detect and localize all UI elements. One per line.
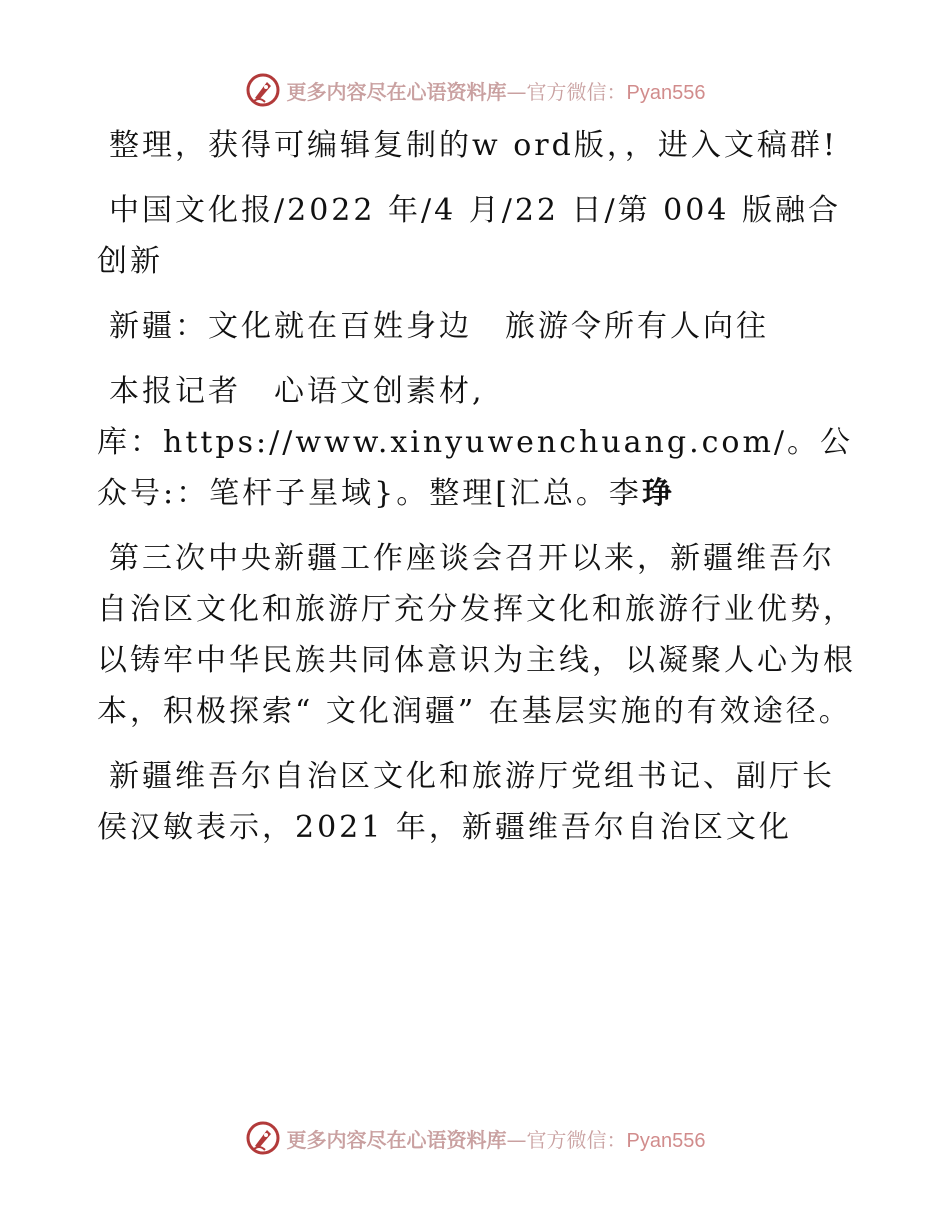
watermark-brand: 更多内容尽在心语资料库 [286,79,507,104]
library-text-end: 琤 [641,476,675,511]
article-title: 新疆：文化就在百姓身边 旅游令所有人向往 [109,309,769,344]
watermark-text [287,76,706,105]
watermark-wechat-id: Pyan556 [626,1129,706,1152]
watermark-wechat-id: Pyan556 [626,81,706,104]
intro-paragraph: 整理，获得可编辑复制的w ord版，，进入文稿群! [109,128,838,163]
watermark-wechat-label: 官方微信： [526,1127,627,1152]
watermark-dash: — [506,79,527,104]
pen-nib-logo-icon [245,1120,281,1156]
watermark-dash: — [506,1127,527,1152]
header-watermark [0,70,950,110]
document-body [97,120,857,867]
body-paragraph-1: 第三次中央新疆工作座谈会召开以来，新疆维吾尔自治区文化和旅游厅充分发挥文化和旅游行业优势，以铸牢中华民族共同体意识为主线，以凝聚人心为根本，积极探索“ 文化润疆” 在基层实施的有效途径。 [97,541,856,729]
watermark-wechat-label: 官方微信： [526,79,627,104]
body-paragraph-2: 新疆维吾尔自治区文化和旅游厅党组书记、副厅长侯汉敏表示，2021 年，新疆维吾尔自治区文化 [97,759,835,845]
source-line: 中国文化报/2022 年/4 月/22 日/第 004 版融合创新 [97,193,841,279]
footer-watermark [0,1118,950,1158]
reporter-line: 本报记者 心语文创素材, [109,374,485,409]
watermark-brand: 更多内容尽在心语资料库 [286,1127,507,1152]
library-text: 库：https://www.xinyuwenchuang.com/。公众号:：笔杆子星域}。整理[汇总。李 [97,425,854,511]
watermark-text [287,1124,706,1153]
pen-nib-logo-icon [245,72,281,108]
library-paragraph [97,417,857,519]
